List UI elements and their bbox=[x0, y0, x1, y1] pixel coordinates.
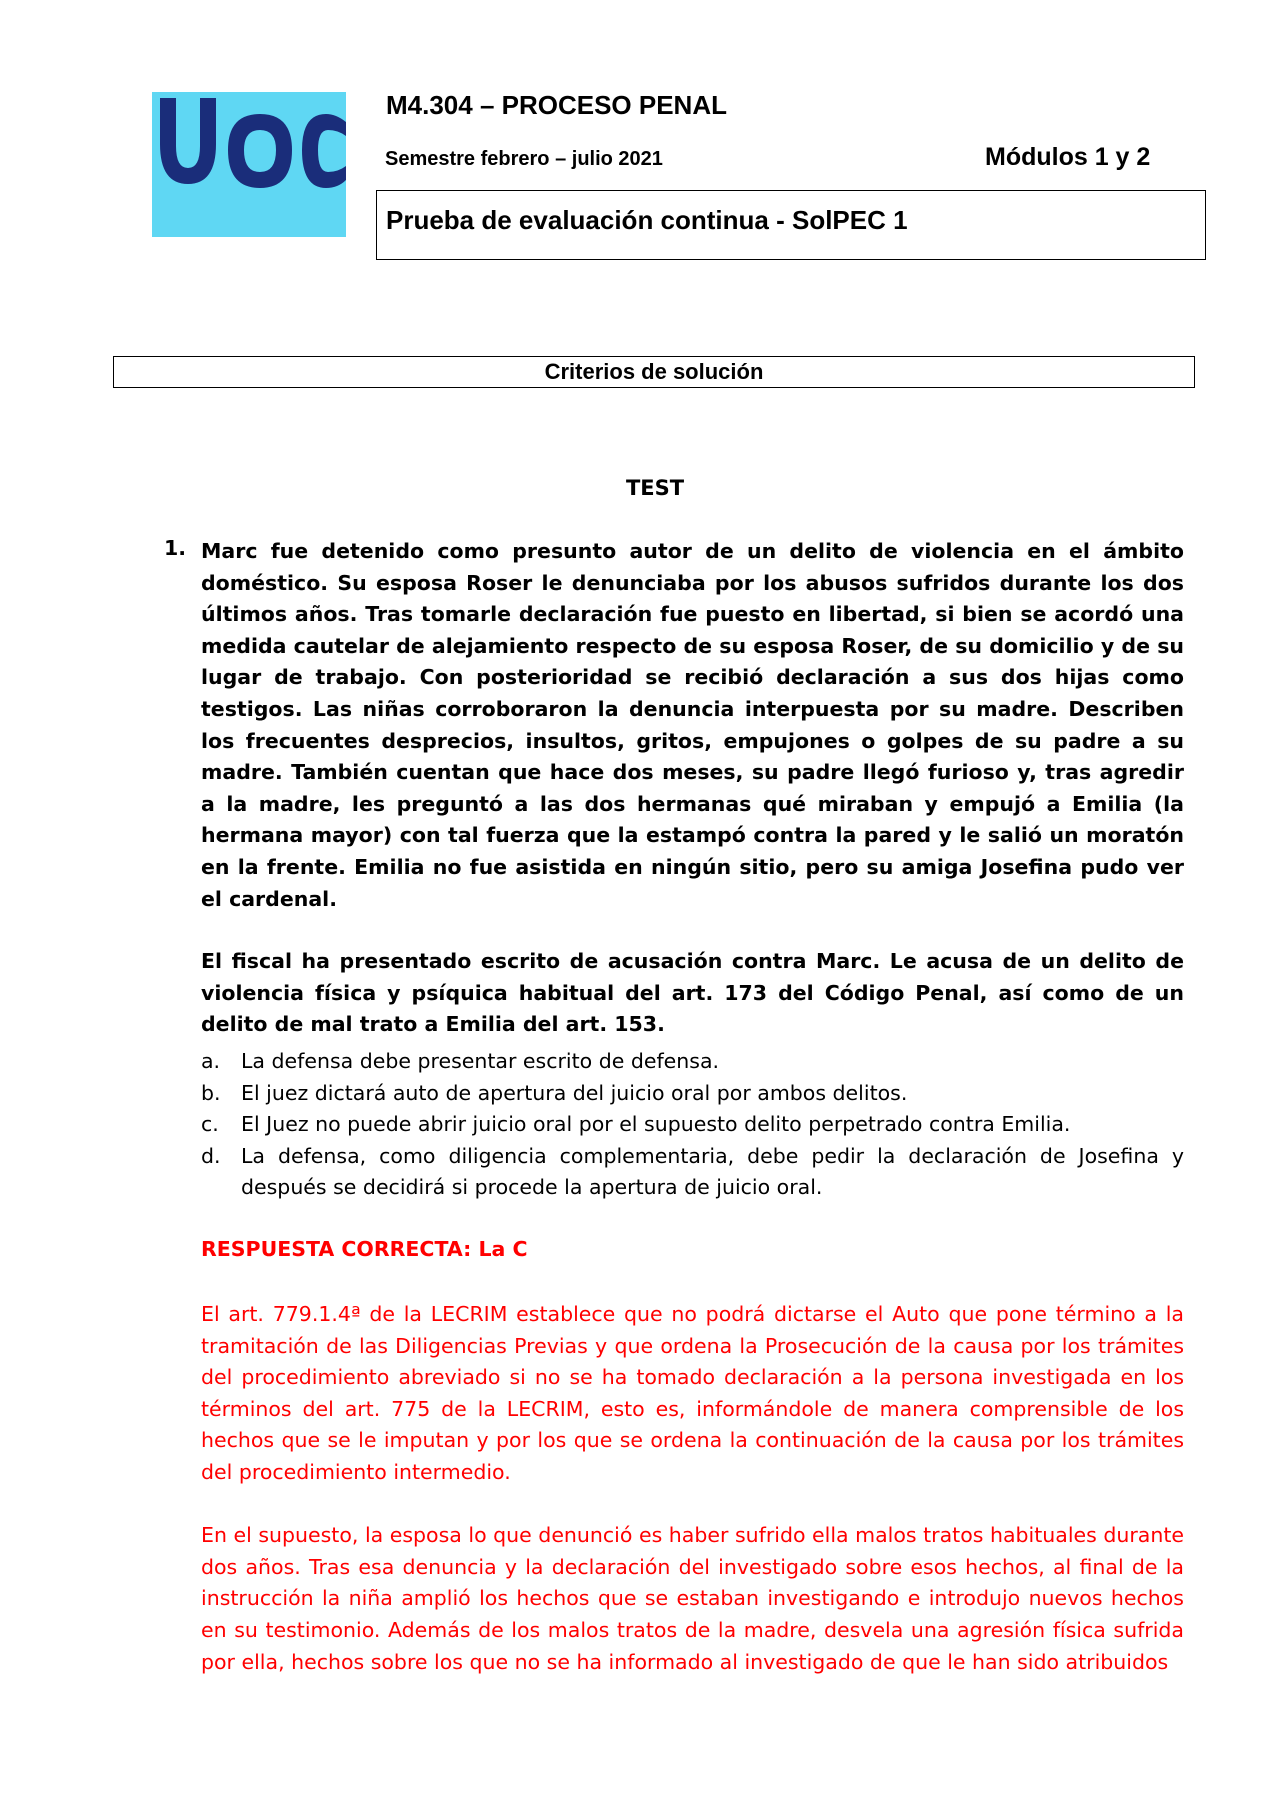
question-number: 1. bbox=[164, 536, 187, 560]
option-letter: a. bbox=[201, 1049, 221, 1073]
answer-explanation bbox=[201, 1299, 1184, 1710]
course-code: M4.304 – PROCESO PENAL bbox=[386, 90, 727, 120]
uoc-logo-graphic bbox=[152, 92, 346, 237]
criteria-title: Criterios de solución bbox=[113, 356, 1195, 388]
question-body bbox=[201, 536, 1184, 1041]
option-text: La defensa debe presentar escrito de defensa. bbox=[241, 1049, 720, 1073]
explanation-paragraph: En el supuesto, la esposa lo que denunció es haber sufrido ella malos tratos habituales durante dos años. Tras esa denuncia y la declaración del investigado sobre esos hechos, al final de la instrucción la niña amplió los hechos que se estaban investigando e introdujo nuevos hechos en su testimonio. Además de los malos tratos de la madre, desvela una agresión física sufrida por ella, hechos sobre los que no se ha informado al investigado de que le han sido atribuidos bbox=[201, 1523, 1184, 1674]
explanation-paragraph: El art. 779.1.4ª de la LECRIM establece que no podrá dictarse el Auto que pone término a la tramitación de las Diligencias Previas y que ordena la Prosecución de la causa por los trámites del procedimiento abreviado si no se ha tomado declaración a la persona investigada en los términos del art. 775 de la LECRIM, esto es, informándole de manera comprensible de los hechos que se le imputan y por los que se ordena la continuación de la causa por los trámites del procedimiento intermedio. bbox=[201, 1302, 1184, 1484]
correct-answer-label: RESPUESTA CORRECTA: La C bbox=[201, 1237, 528, 1261]
question-paragraph: Marc fue detenido como presunto autor de un delito de violencia en el ámbito doméstico. Su esposa Roser le denunciaba por los abusos sufridos durante los dos últimos años. Tras tomarle declaración fue puesto en libertad, si bien se acordó una medida cautelar de alejamiento respecto de su esposa Roser, de su domicilio y de su lugar de trabajo. Con posterioridad se recibió declaración a sus dos hijas como testigos. Las niñas corroboraron la denuncia interpuesta por su madre. Describen los frecuentes desprecios, insultos, gritos, empujones o golpes de su padre a su madre. También cuentan que hace dos meses, su padre llegó furioso y, tras agredir a la madre, les preguntó a las dos hermanas qué miraban y empujó a Emilia (la hermana mayor) con tal fuerza que la estampó contra la pared y le salió un moratón en la frente. Emilia no fue asistida en ningún sitio, pero su amiga Josefina pudo ver el cardenal. bbox=[201, 539, 1184, 911]
option-b bbox=[201, 1078, 1184, 1110]
option-c bbox=[201, 1109, 1184, 1141]
option-a bbox=[201, 1046, 1184, 1078]
option-d bbox=[201, 1141, 1184, 1204]
pec-title: Prueba de evaluación continua - SolPEC 1 bbox=[386, 205, 908, 235]
modules-label: Módulos 1 y 2 bbox=[985, 143, 1151, 171]
option-text: El Juez no puede abrir juicio oral por el supuesto delito perpetrado contra Emilia. bbox=[241, 1112, 1071, 1137]
option-text: La defensa, como diligencia complementaria, debe pedir la declaración de Josefina y después se decidirá si procede la apertura de juicio oral. bbox=[241, 1143, 1184, 1200]
question-paragraph: El fiscal ha presentado escrito de acusación contra Marc. Le acusa de un delito de violencia física y psíquica habitual del art. 173 del Código Penal, así como de un delito de mal trato a Emilia del art. 153. bbox=[201, 949, 1184, 1037]
question-1 bbox=[164, 536, 1184, 1072]
semester: Semestre febrero – julio 2021 bbox=[385, 148, 663, 170]
pec-title-box bbox=[376, 190, 1206, 260]
option-text: El juez dictará auto de apertura del juicio oral por ambos delitos. bbox=[241, 1080, 908, 1105]
option-letter: c. bbox=[201, 1112, 219, 1137]
section-title: TEST bbox=[625, 476, 685, 500]
option-letter: d. bbox=[201, 1143, 221, 1168]
uoc-logo bbox=[152, 92, 346, 237]
answer-options bbox=[201, 1046, 1184, 1204]
option-letter: b. bbox=[201, 1080, 221, 1105]
